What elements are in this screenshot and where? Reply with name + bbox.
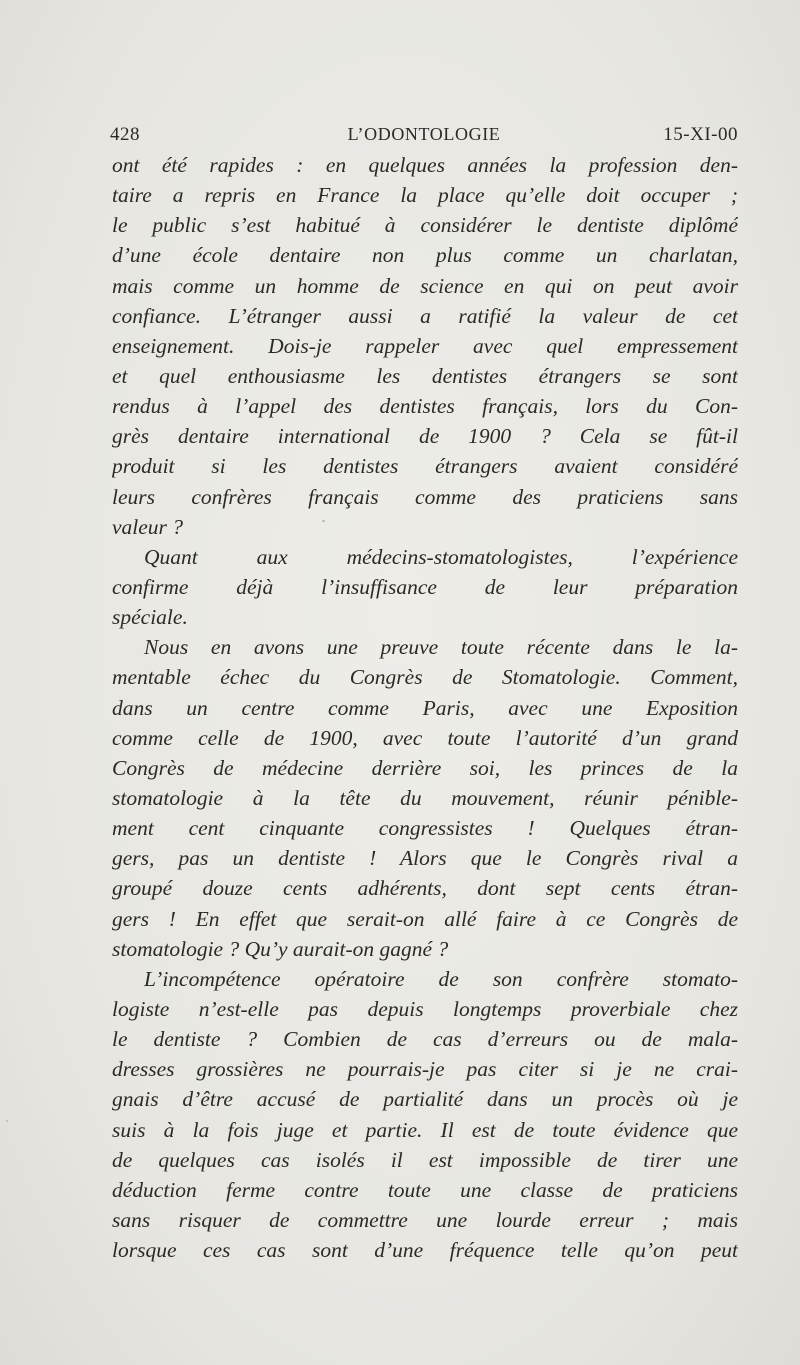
text-line: et quel enthousiasme les dentistes étrangers se sont [112,363,738,388]
text-line: dans un centre comme Paris, avec une Exposition [112,695,738,720]
paper-speck [322,520,325,522]
text-line: logiste n’est-elle pas depuis longtemps proverbiale chez [112,996,738,1021]
text-line: gnais d’être accusé de partialité dans un procès où je [112,1087,738,1112]
text-line: mentable échec du Congrès de Stomatologie. Comment, [112,665,738,690]
running-header [110,124,738,150]
text-line: comme celle de 1900, avec toute l’autorité d’un grand [112,725,738,750]
text-line: L’incompétence opératoire de son confrère stomato- [144,966,738,991]
text-line: stomatologie à la tête du mouvement, réunir pénible- [112,785,738,810]
text-line: ment cent cinquante congressistes ! Quelques étran- [112,816,738,841]
text-line: déduction ferme contre toute une classe de praticiens [112,1177,738,1202]
text-line: grès dentaire international de 1900 ? Cela se fût-il [112,424,738,449]
text-line: le dentiste ? Combien de cas d’erreurs ou de mala- [112,1027,738,1052]
paper-speck [6,1120,8,1122]
text-line: groupé douze cents adhérents, dont sept cents étran- [112,876,738,901]
text-line: suis à la fois juge et partie. Il est de toute évidence que [112,1117,738,1142]
text-line: confirme déjà l’insuffisance de leur préparation [112,574,738,599]
text-line: ont été rapides : en quelques années la profession den- [112,153,738,177]
text-line: Nous en avons une preuve toute récente dans le la- [144,635,738,660]
text-line: mais comme un homme de science en qui on peut avoir [112,273,738,298]
text-line: valeur ? [112,514,184,539]
body-text [112,150,738,1265]
text-line: le public s’est habitué à considérer le dentiste diplômé [112,213,738,238]
text-line: gers ! En effet que serait-on allé faire à ce Congrès de [112,906,738,931]
text-line: confiance. L’étranger aussi a ratifié la valeur de cet [112,303,738,328]
text-line: gers, pas un dentiste ! Alors que le Congrès rival a [112,846,738,871]
text-line: produit si les dentistes étrangers avaient considéré [112,454,738,479]
text-line: rendus à l’appel des dentistes français, lors du Con- [112,394,738,419]
text-line: taire a repris en France la place qu’elle doit occuper ; [112,183,738,208]
text-line: sans risquer de commettre une lourde erreur ; mais [112,1207,738,1232]
text-line: enseignement. Dois-je rappeler avec quel empressement [112,333,738,358]
text-line: spéciale. [112,605,188,630]
text-line: leurs confrères français comme des praticiens sans [112,484,738,509]
page-number: 428 [110,124,140,145]
text-line: d’une école dentaire non plus comme un charlatan, [112,243,738,268]
text-line: de quelques cas isolés il est impossible de tirer une [112,1147,738,1172]
running-title: L’ODONTOLOGIE [347,124,501,144]
text-line: Quant aux médecins-stomatologistes, l’expérience [144,544,738,569]
text-line: stomatologie ? Qu’y aurait-on gagné ? [112,936,449,961]
text-line: lorsque ces cas sont d’une fréquence telle qu’on peut [112,1238,738,1263]
text-line: dresses grossières ne pourrais-je pas citer si je ne crai- [112,1057,738,1082]
issue-date: 15-XI-00 [663,124,738,145]
text-line: Congrès de médecine derrière soi, les princes de la [112,755,738,780]
